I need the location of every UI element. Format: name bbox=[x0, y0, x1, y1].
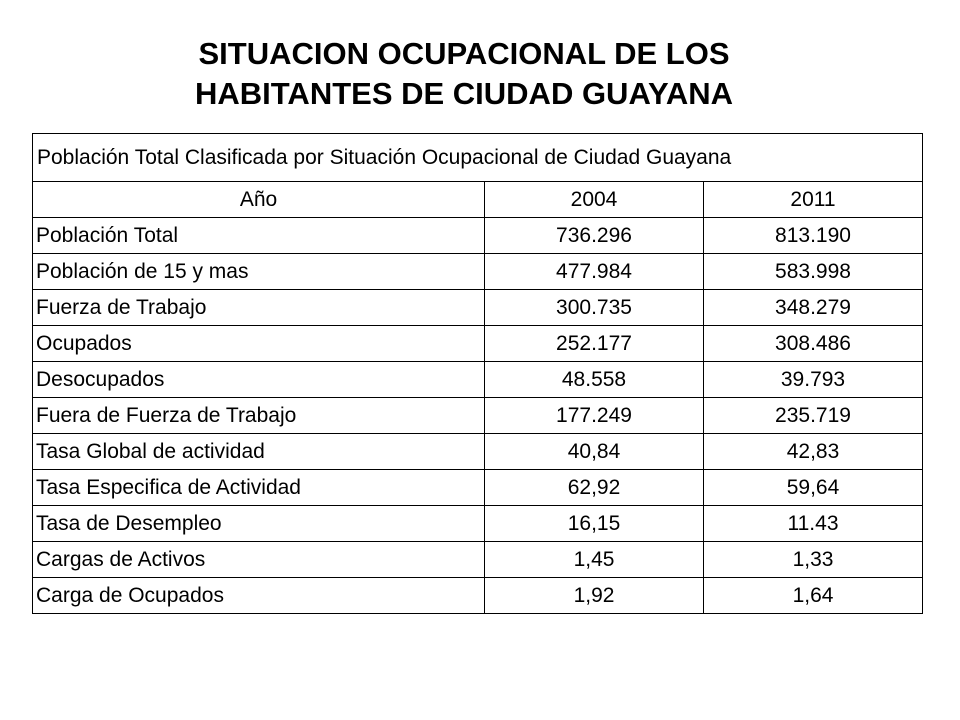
row-label: Población de 15 y mas bbox=[33, 254, 485, 290]
row-label: Tasa Global de actividad bbox=[33, 434, 485, 470]
table-row bbox=[33, 218, 923, 254]
page-title bbox=[0, 34, 928, 114]
value-2004: 1,92 bbox=[485, 578, 704, 614]
row-label: Fuera de Fuerza de Trabajo bbox=[33, 398, 485, 434]
value-2011: 348.279 bbox=[704, 290, 923, 326]
value-2011: 39.793 bbox=[704, 362, 923, 398]
table-row bbox=[33, 254, 923, 290]
header-2004: 2004 bbox=[485, 182, 704, 218]
table-row bbox=[33, 470, 923, 506]
value-2004: 62,92 bbox=[485, 470, 704, 506]
value-2004: 300.735 bbox=[485, 290, 704, 326]
table-caption-row bbox=[33, 134, 923, 182]
value-2004: 40,84 bbox=[485, 434, 704, 470]
table-row bbox=[33, 506, 923, 542]
value-2011: 1,64 bbox=[704, 578, 923, 614]
value-2011: 1,33 bbox=[704, 542, 923, 578]
value-2004: 477.984 bbox=[485, 254, 704, 290]
occupation-table bbox=[32, 133, 923, 614]
table-row bbox=[33, 578, 923, 614]
row-label: Ocupados bbox=[33, 326, 485, 362]
row-label: Desocupados bbox=[33, 362, 485, 398]
table-row bbox=[33, 542, 923, 578]
table-header-row bbox=[33, 182, 923, 218]
occupation-table-container bbox=[32, 133, 922, 614]
title-line-1: SITUACION OCUPACIONAL DE LOS bbox=[198, 36, 730, 71]
row-label: Población Total bbox=[33, 218, 485, 254]
value-2004: 252.177 bbox=[485, 326, 704, 362]
table-row bbox=[33, 326, 923, 362]
table-row bbox=[33, 434, 923, 470]
table-row bbox=[33, 362, 923, 398]
table-row bbox=[33, 398, 923, 434]
header-year-label: Año bbox=[33, 182, 485, 218]
value-2004: 16,15 bbox=[485, 506, 704, 542]
row-label: Tasa Especifica de Actividad bbox=[33, 470, 485, 506]
value-2004: 736.296 bbox=[485, 218, 704, 254]
value-2011: 813.190 bbox=[704, 218, 923, 254]
value-2011: 583.998 bbox=[704, 254, 923, 290]
value-2011: 308.486 bbox=[704, 326, 923, 362]
value-2011: 11.43 bbox=[704, 506, 923, 542]
row-label: Cargas de Activos bbox=[33, 542, 485, 578]
header-2011: 2011 bbox=[704, 182, 923, 218]
value-2011: 59,64 bbox=[704, 470, 923, 506]
value-2004: 177.249 bbox=[485, 398, 704, 434]
value-2011: 235.719 bbox=[704, 398, 923, 434]
row-label: Fuerza de Trabajo bbox=[33, 290, 485, 326]
value-2011: 42,83 bbox=[704, 434, 923, 470]
value-2004: 1,45 bbox=[485, 542, 704, 578]
table-row bbox=[33, 290, 923, 326]
table-caption: Población Total Clasificada por Situación Ocupacional de Ciudad Guayana bbox=[33, 134, 923, 182]
title-line-2: HABITANTES DE CIUDAD GUAYANA bbox=[195, 76, 733, 111]
row-label: Tasa de Desempleo bbox=[33, 506, 485, 542]
row-label: Carga de Ocupados bbox=[33, 578, 485, 614]
value-2004: 48.558 bbox=[485, 362, 704, 398]
